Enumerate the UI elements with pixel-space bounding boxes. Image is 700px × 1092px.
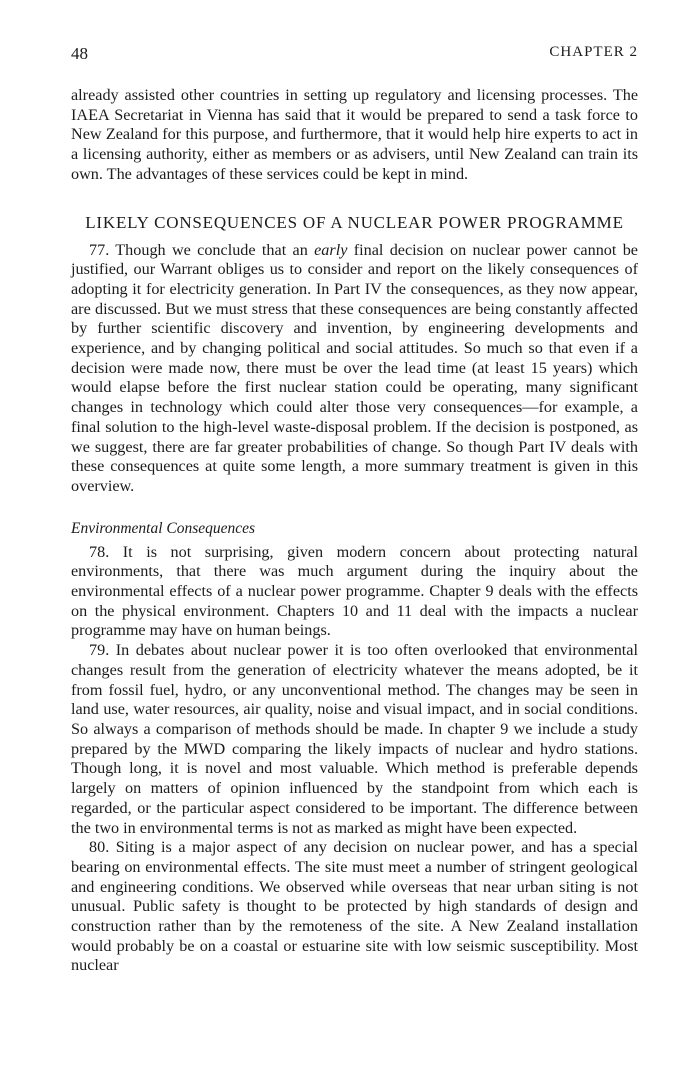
paragraph-78: 78. It is not surprising, given modern concern about protecting natural environments, that there was much argument during the inquiry about the environmental effects of a nuclear power programme. Chapter 9 deals with the effects on the physical environment. Chapters 10 and 11 deal with the impacts a nuclear programme may have on human beings. (71, 542, 638, 640)
intro-paragraph: already assisted other countries in setting up regulatory and licensing processes. The IAEA Secretariat in Vienna has said that it would be prepared to send a task force to New Zealand for this purpose, and furthermore, that it would help hire experts to act in a licensing authority, either as members or as advisers, until New Zealand can train its own. The advantages of these services could be kept in mind. (71, 86, 638, 183)
paragraph-79: 79. In debates about nuclear power it is too often overlooked that environmental changes result from the generation of electricity whatever the means adopted, be it from fossil fuel, hydro, or any unconventional method. The changes may be seen in land use, water resources, air quality, noise and visual impact, and in social conditions. So always a comparison of methods should be made. In chapter 9 we include a study prepared by the MWD comparing the likely impacts of nuclear and hydro stations. Though long, it is novel and most valuable. Which method is preferable depends largely on matters of opinion influenced by the standpoint from which each is regarded, or the particular aspect considered to be important. The difference between the two in environmental terms is not as marked as might have been expected. (71, 641, 638, 837)
subsection-heading: Environmental Consequences (71, 519, 256, 537)
paragraph-77-lead: 77. Though we conclude that an (89, 240, 308, 259)
paragraph-80: 80. Siting is a major aspect of any decision on nuclear power, and has a special bearing on environmental effects. The site must meet a number of stringent geological and engineering conditions. We observed while overseas that near urban siting is not unusual. Public safety is thought to be protected by high standards of design and construction rather than by the remoteness of the site. A New Zealand installation would probably be on a coastal or estuarine site with low seismic susceptibility. Most nuclear (71, 838, 638, 975)
section-heading: LIKELY CONSEQUENCES OF A NUCLEAR POWER PROGRAMME (85, 212, 624, 232)
paragraph-77-emphasis: early (314, 240, 348, 259)
running-head (71, 44, 638, 66)
paragraph-77-rest: final decision on nuclear power cannot be justified, our Warrant obliges us to consider and report on the likely consequences of adopting it for electricity generation. In Part IV the consequences, as they now appear, are discussed. But we must stress that these consequences are being constantly affected by further scientific discovery and invention, by engineering developments and experience, and by changing political and social attitudes. So much so that even if a decision were made now, there must be over the lead time (at least 15 years) which would elapse before the first nuclear station could be operating, many significant changes in technology which could alter those very consequences—for example, a final solution to the high-level waste-disposal problem. If the decision is postponed, as we suggest, there are far greater probabilities of change. So though Part IV deals with these consequences at quite some length, a more summary treatment is given in this overview. (71, 240, 638, 495)
paragraph-77 (71, 241, 638, 497)
page-number: 48 (71, 44, 88, 63)
chapter-label: CHAPTER 2 (549, 44, 638, 60)
page-body (71, 86, 638, 976)
